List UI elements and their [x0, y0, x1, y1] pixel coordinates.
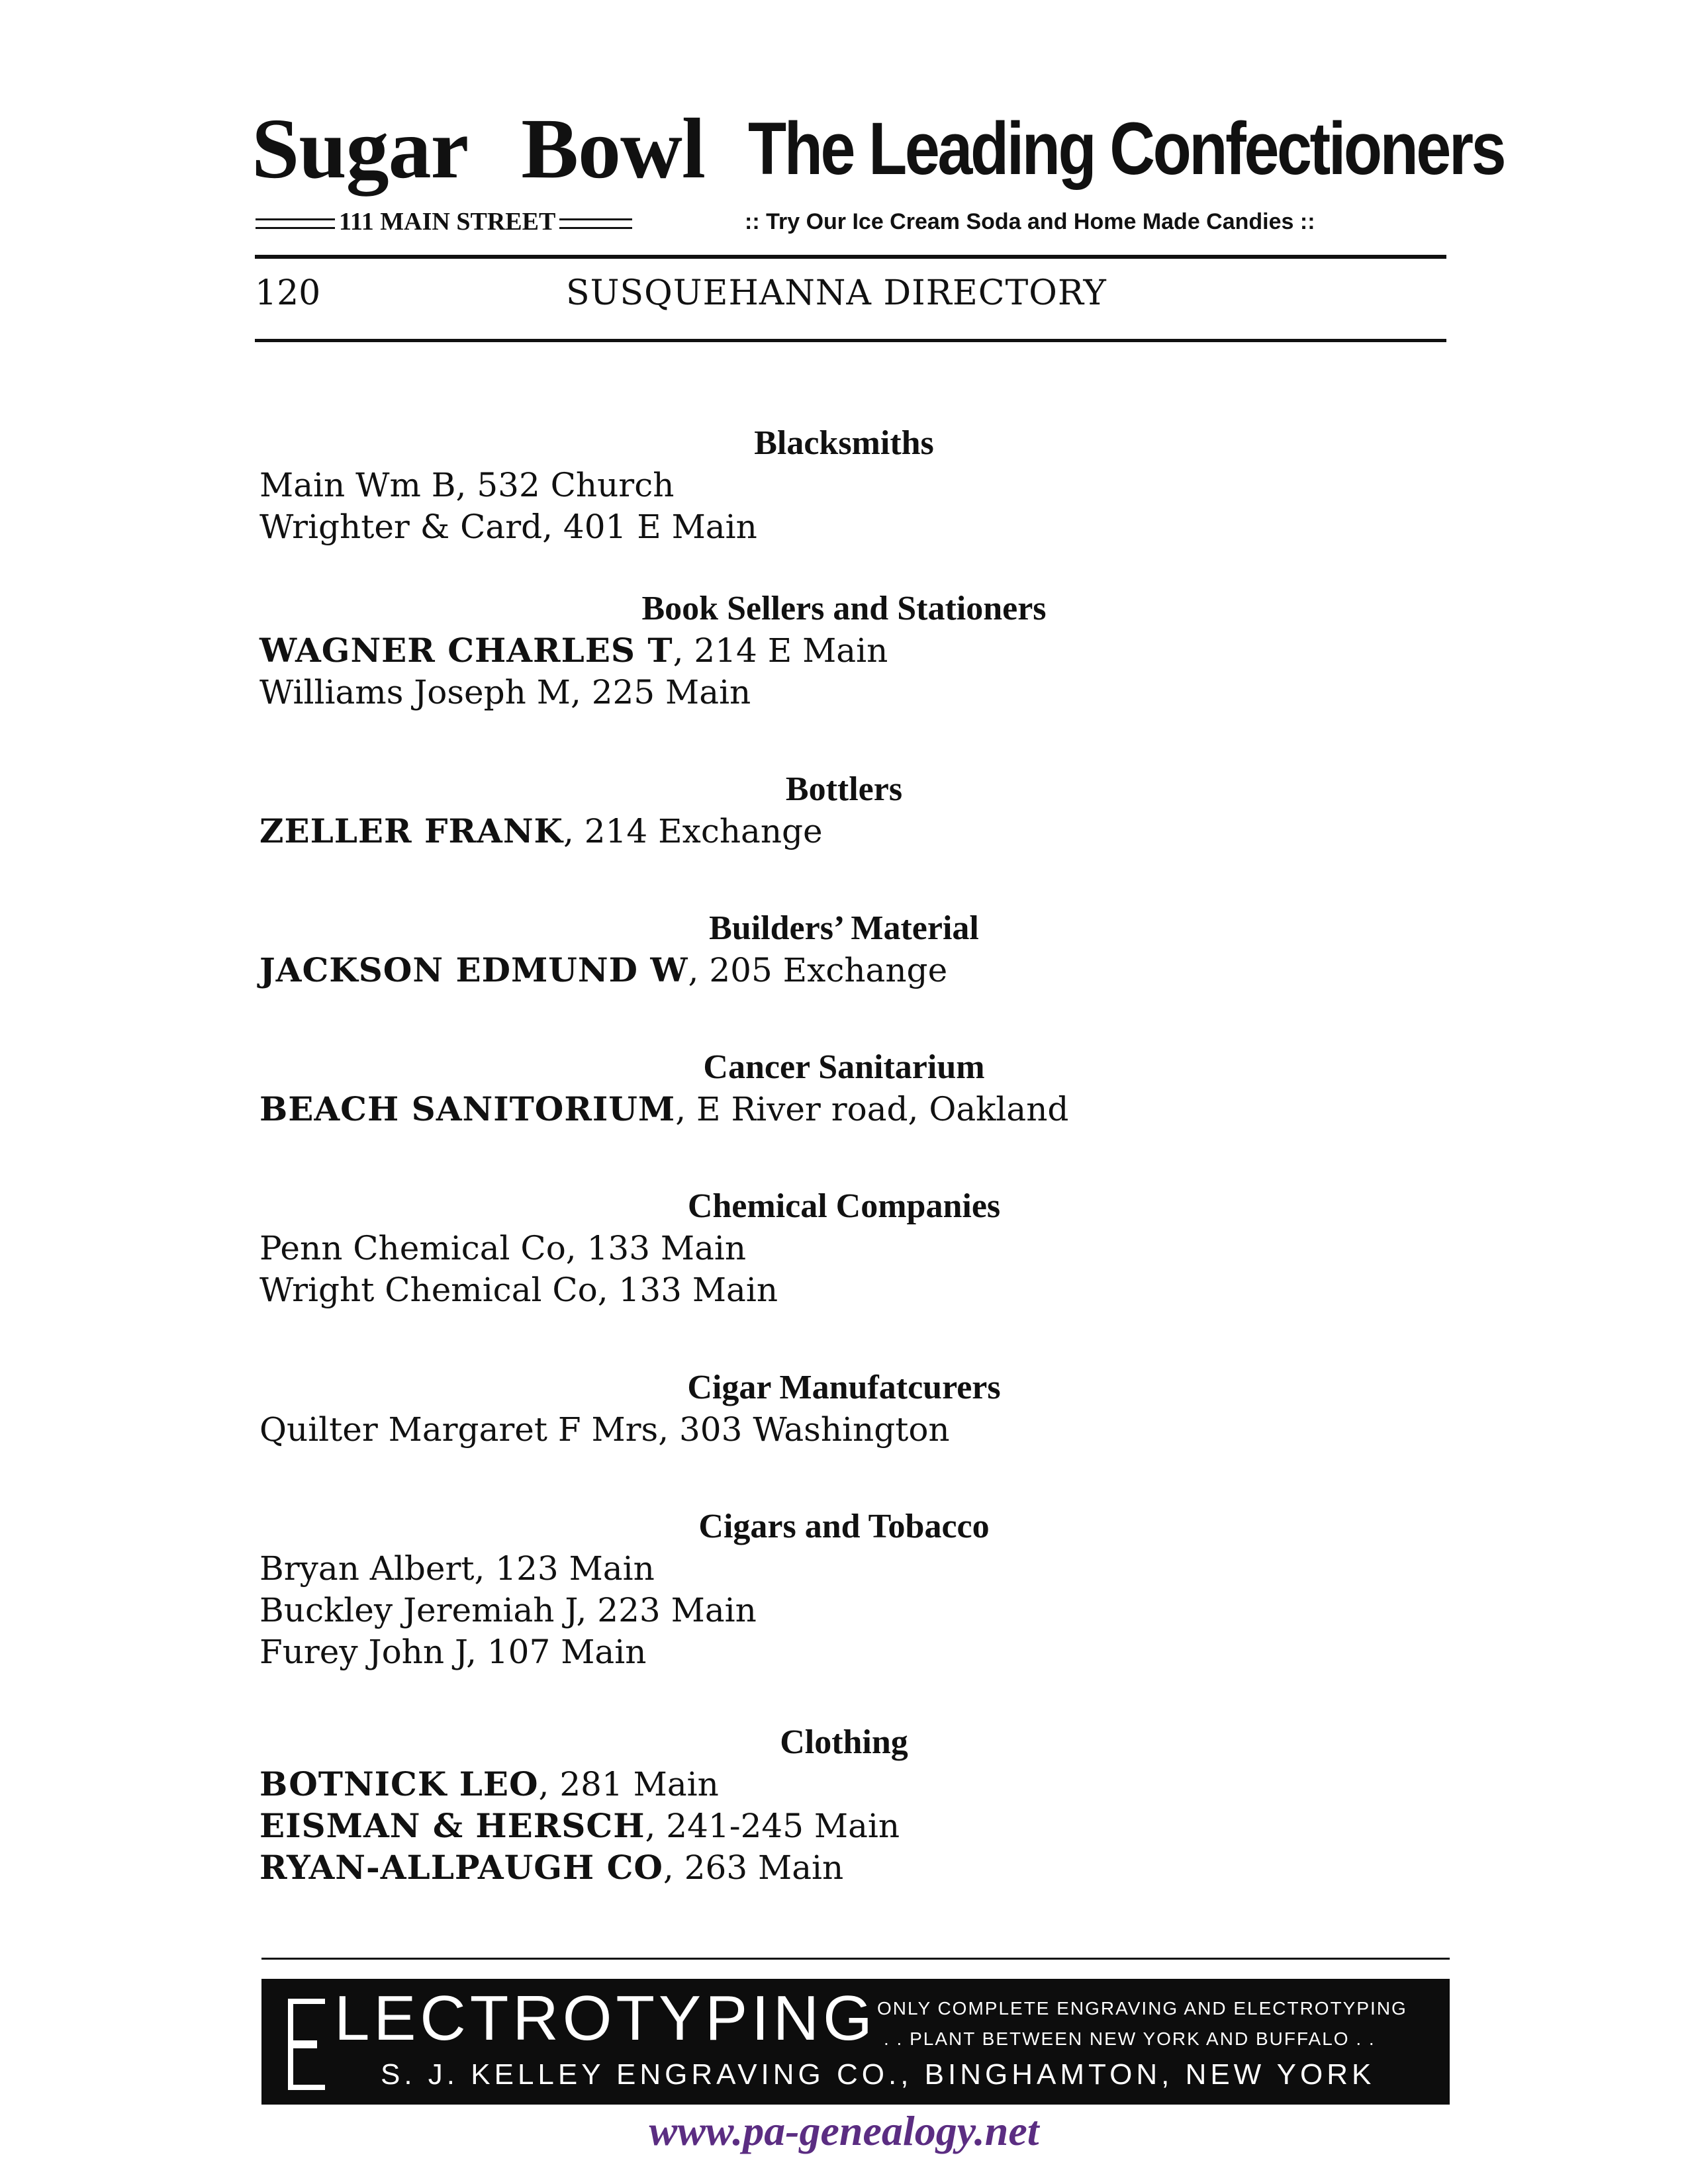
directory-entry	[259, 1548, 655, 1589]
letter-e-logo-icon	[288, 1999, 325, 2090]
entry-business-name: RYAN-ALLPAUGH CO	[259, 1848, 663, 1887]
entry-text: , 241-245 Main	[645, 1807, 900, 1845]
directory-entry	[259, 465, 674, 506]
ad-name-word-1: Sugar	[252, 101, 469, 197]
ad-business-name	[252, 99, 705, 199]
entry-text: Wright Chemical Co, 133 Main	[259, 1271, 778, 1309]
section-heading: Cigar Manufatcurers	[687, 1369, 1001, 1406]
entry-text: Main Wm B, 532 Church	[259, 466, 675, 504]
double-rule-left	[256, 218, 335, 229]
ad-promo: :: Try Our Ice Cream Soda and Home Made Candies ::	[745, 209, 1315, 234]
entry-business-name: EISMAN & HERSCH	[259, 1806, 645, 1845]
directory-entry	[259, 672, 751, 713]
sugar-bowl-advertisement	[252, 99, 1505, 258]
entry-business-name: BEACH SANITORIUM	[259, 1089, 676, 1128]
section-heading: Chemical Companies	[687, 1187, 1001, 1225]
electrotyping-advertisement	[261, 1979, 1450, 2105]
directory-entry	[259, 1847, 843, 1888]
ad-firm: S. J. KELLEY ENGRAVING CO., BINGHAMTON, NEW YORK	[381, 2058, 1376, 2091]
section-heading: Bottlers	[785, 770, 903, 808]
section-heading: Book Sellers and Stationers	[641, 590, 1047, 627]
ad-street-text: 111 MAIN STREET	[339, 208, 556, 236]
entry-text: Penn Chemical Co, 133 Main	[259, 1229, 747, 1267]
section-heading: Cigars and Tobacco	[698, 1508, 990, 1545]
entry-text: Bryan Albert, 123 Main	[259, 1549, 655, 1588]
entry-text: , E River road, Oakland	[675, 1090, 1069, 1128]
header-bottom-rule	[255, 339, 1446, 342]
header-top-rule	[255, 255, 1446, 259]
directory-entry	[259, 1764, 719, 1805]
ad-street	[252, 205, 636, 238]
page-number: 120	[255, 273, 321, 313]
entry-text: , 263 Main	[663, 1848, 844, 1887]
ad-description-line-2: . . PLANT BETWEEN NEW YORK AND BUFFALO . .	[884, 2028, 1376, 2049]
double-rule-right	[559, 218, 632, 229]
entry-text: Quilter Margaret F Mrs, 303 Washington	[259, 1410, 950, 1449]
running-header	[255, 270, 1446, 316]
entry-text: , 281 Main	[538, 1765, 719, 1803]
directory-entry	[259, 1089, 1068, 1130]
footer-rule	[261, 1958, 1450, 1960]
ad-subline	[252, 205, 1463, 238]
directory-entry	[259, 1590, 757, 1631]
source-url[interactable]: www.pa-genealogy.net	[649, 2107, 1039, 2154]
entry-business-name: BOTNICK LEO	[259, 1764, 539, 1803]
ad-headline: LECTROTYPING	[334, 1983, 876, 2054]
directory-entry	[259, 1269, 778, 1310]
entry-text: Wrighter & Card, 401 E Main	[259, 508, 757, 546]
section-heading: Builders’ Material	[709, 909, 979, 947]
directory-title: SUSQUEHANNA DIRECTORY	[566, 273, 1107, 313]
entry-business-name: WAGNER CHARLES T	[259, 631, 673, 670]
directory-entry	[259, 811, 823, 852]
directory-entry	[259, 630, 888, 671]
entry-text: , 205 Exchange	[688, 951, 948, 989]
section-heading: Blacksmiths	[754, 424, 934, 462]
directory-entry	[259, 1228, 746, 1269]
ad-description	[877, 1993, 1433, 2054]
entry-text: Buckley Jeremiah J, 223 Main	[259, 1591, 757, 1629]
entry-business-name: ZELLER FRANK	[259, 811, 563, 850]
directory-entry	[259, 1409, 950, 1450]
entry-business-name: JACKSON EDMUND W	[259, 950, 688, 989]
entry-text: Williams Joseph M, 225 Main	[259, 673, 751, 711]
directory-entry	[259, 950, 947, 991]
directory-entry	[259, 506, 757, 547]
section-heading: Clothing	[780, 1723, 908, 1761]
entry-text: , 214 Exchange	[563, 812, 823, 850]
entry-text: , 214 E Main	[673, 631, 888, 670]
directory-entry	[259, 1805, 900, 1846]
section-heading: Cancer Sanitarium	[703, 1048, 985, 1086]
entry-text: Furey John J, 107 Main	[259, 1633, 647, 1671]
ad-tagline: The Leading Confectioners	[748, 107, 1505, 190]
ad-description-line-1: ONLY COMPLETE ENGRAVING AND ELECTROTYPING	[877, 1998, 1407, 2019]
ad-name-word-2: Bowl	[521, 101, 706, 197]
directory-entry	[259, 1631, 646, 1672]
